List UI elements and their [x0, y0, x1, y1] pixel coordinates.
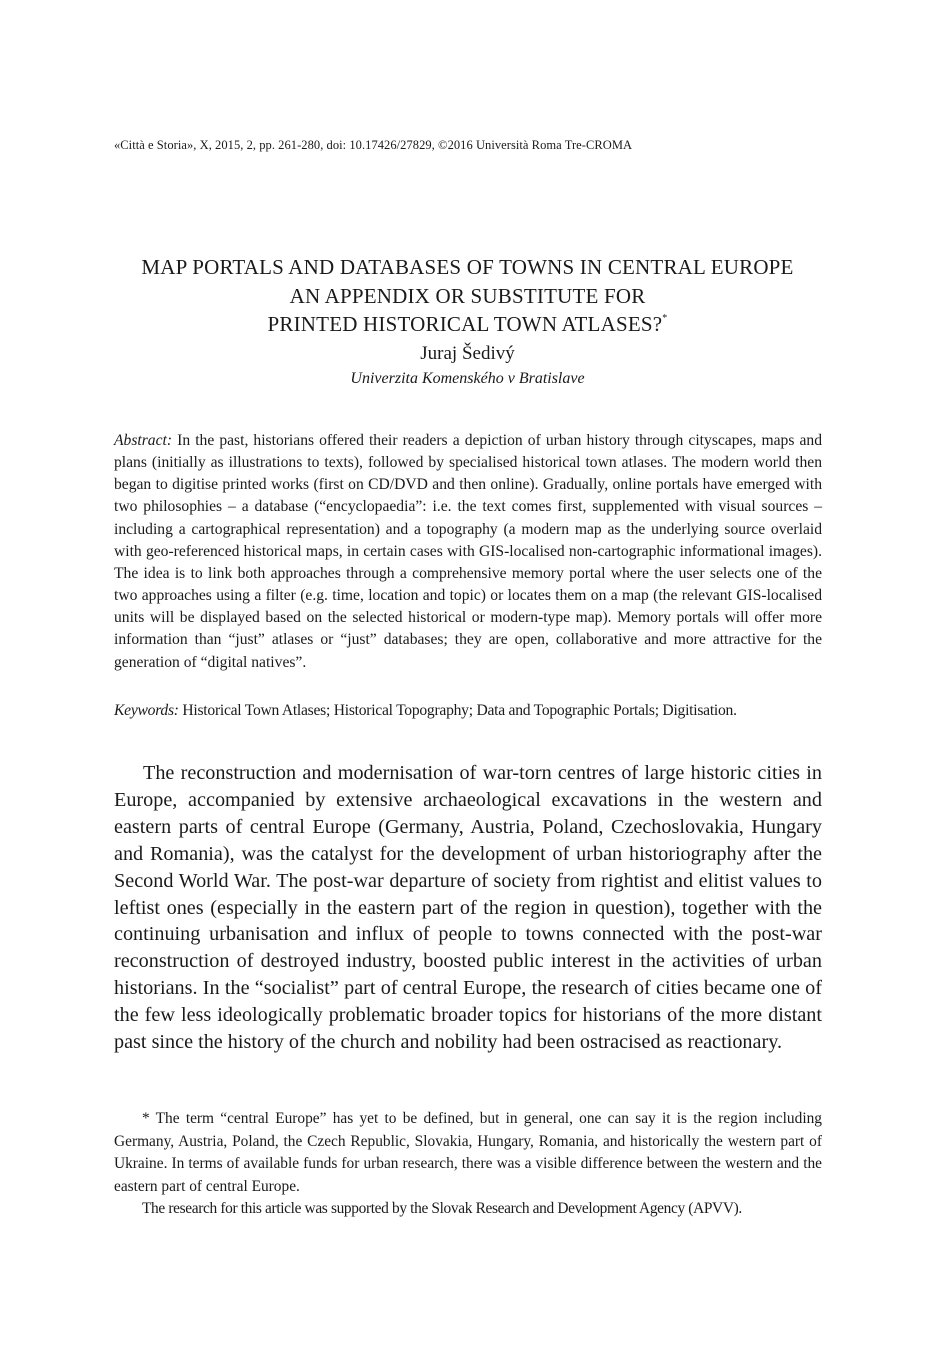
footnote-2: The research for this article was supported by the Slovak Research and Development Agency (APVV).: [142, 1200, 742, 1217]
title-footnote-mark: *: [662, 313, 668, 324]
keywords: [114, 700, 822, 722]
abstract-text: In the past, historians offered their readers a depiction of urban history through cityscapes, maps and plans (initially as illustrations to texts), followed by specialised historical town atlases. The modern world then began to digitise printed works (first on CD/DVD and then online). Gradually, online portals have emerged with two philosophies – a database (“encyclopaedia”: i.e. the text comes first, supplemented with visual sources – including a cartographical representation) and a topography (a modern map as the underlying source overlaid with geo-referenced historical maps, in certain cases with GIS-localised non-cartographic informational images). The idea is to link both approaches through a comprehensive memory portal where the user selects one of the two approaches using a filter (e.g. time, location and topic) or locates them on a map (the relevant GIS-localised units will be displayed based on the selected historical or modern-type map). Memory portals will offer more information than “just” atlases or “just” databases; they are open, collaborative and more attractive for the generation of “digital natives”.: [114, 432, 822, 671]
keywords-label: Keywords:: [114, 702, 179, 719]
journal-citation: «Città e Storia», X, 2015, 2, pp. 261-280, doi: 10.17426/27829, ©2016 Università Roma Tre-CROMA: [114, 138, 633, 152]
article-title-line-2: AN APPENDIX OR SUBSTITUTE FOR: [289, 283, 646, 308]
author-affiliation: Univerzita Komenského v Bratislave: [350, 369, 585, 387]
keywords-text: Historical Town Atlases; Historical Topography; Data and Topographic Portals; Digitisation.: [178, 702, 737, 719]
article-title-line-3: [60, 310, 875, 339]
article-title-line-1: MAP PORTALS AND DATABASES OF TOWNS IN CENTRAL EUROPE: [141, 255, 794, 279]
body-paragraph: The reconstruction and modernisation of war-torn centres of large historic cities in Europe, accompanied by extensive archaeological excavations in the western and eastern parts of central Europe (Germany, Austria, Poland, Czechoslovakia, Hungary and Romania), was the catalyst for the development of urban historiography after the Second World War. The post-war departure of society from rightist and elitist values to leftist ones (especially in the eastern part of the region in question), together with the continuing urbanisation and influx of people to towns connected with the post-war reconstruction of destroyed industry, boosted public interest in the activities of urban historians. In the “socialist” part of central Europe, the research of cities became one of the few less ideologically problematic broader topics for historians of the more distant past since the history of the church and nobility had been ostracised as reactionary.: [114, 762, 822, 1054]
footnote-1: * The term “central Europe” has yet to be defined, but in general, one can say it is the region including Germany, Austria, Poland, the Czech Republic, Slovakia, Hungary, Romania, and historically the western part of Ukraine. In terms of available funds for urban research, there was a visible difference between the western and the eastern part of central Europe.: [114, 1110, 822, 1195]
title-block: [60, 253, 875, 388]
abstract: [114, 430, 822, 674]
footnotes: [114, 1108, 822, 1221]
abstract-label: Abstract:: [114, 432, 173, 449]
article-title-line-3-text: PRINTED HISTORICAL TOWN ATLASES?: [267, 312, 663, 336]
author-name: Juraj Šedivý: [420, 342, 515, 364]
